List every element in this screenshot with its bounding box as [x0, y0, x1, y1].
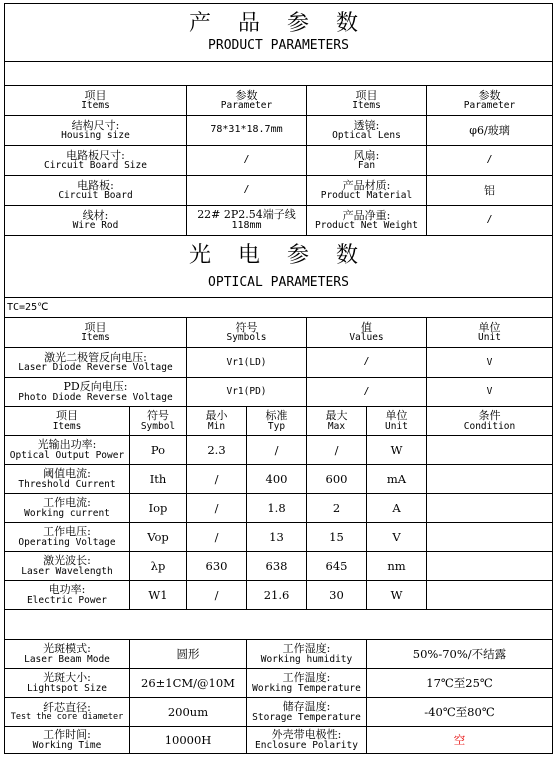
max-value: 600 [325, 471, 348, 486]
table-row [5, 669, 552, 698]
unit-value: A [392, 500, 401, 515]
header-zh: 项目 [56, 409, 78, 423]
item-label-zh: 储存温度: [282, 700, 331, 714]
symbol-value: λp [150, 558, 166, 573]
header-zh: 标准 [265, 409, 288, 423]
item-value: -40℃至80℃ [424, 704, 495, 719]
item-label-en: Photo Diode Reverse Voltage [18, 391, 173, 403]
item-label-en: Working Temperature [252, 682, 361, 694]
header-zh: 符号 [147, 409, 169, 423]
item-value: / [363, 385, 370, 397]
header-en: Values [349, 332, 384, 344]
item-label-en: Working current [24, 507, 110, 519]
item-value: / [243, 184, 250, 196]
item-label-en: Operating Voltage [18, 536, 116, 548]
table-row [5, 206, 552, 236]
typ-value: 13 [269, 529, 284, 544]
unit-value: W [390, 587, 403, 602]
header-zh: 单位 [385, 409, 408, 423]
min-value: / [214, 471, 219, 486]
max-value: / [334, 442, 339, 457]
product-title-block [5, 4, 552, 62]
header-zh: 项目 [84, 88, 107, 102]
header-zh: 最小 [205, 409, 228, 423]
item-label-en: Housing size [61, 130, 130, 142]
symbol-value: W1 [148, 587, 168, 602]
tc-note-row [5, 298, 552, 318]
header-en: Condition [463, 420, 516, 432]
header-en: Min [207, 420, 226, 432]
spacer-row [5, 62, 552, 86]
table-row [5, 640, 552, 669]
table-row [5, 348, 552, 378]
symbol-value: Po [150, 442, 166, 457]
condition-cell [427, 494, 552, 522]
item-label-en: Fan [357, 160, 376, 172]
item-value: 78*31*18.7mm [210, 124, 283, 136]
item-label-en: Electric Power [26, 594, 108, 606]
item-label-zh: 透镜: [353, 118, 380, 132]
product-header-row [5, 86, 552, 116]
tc-note: TC=25℃ [7, 302, 49, 313]
item-label-en: Storage Temperature [252, 711, 361, 723]
product-title-en: PRODUCT PARAMETERS [208, 38, 349, 54]
item-value: / [486, 154, 493, 166]
item-label-zh: 产品材质: [342, 178, 391, 192]
symbol-value: Vop [147, 529, 169, 544]
header-en: Max [327, 420, 346, 432]
max-value: 30 [329, 587, 344, 602]
item-label-zh: 电功率: [48, 583, 86, 597]
condition-cell [427, 436, 552, 464]
item-label-zh: 电路板尺寸: [66, 148, 125, 162]
item-label-zh: 激光二极管反向电压: [44, 350, 147, 364]
item-value: 圆形 [176, 646, 200, 661]
max-value: 15 [329, 529, 344, 544]
header-zh: 参数 [478, 88, 501, 102]
item-label-zh: PD反向电压: [63, 380, 128, 394]
symbol-value: Vr1(PD) [226, 386, 267, 398]
symbol-value: Vr1(LD) [226, 356, 267, 368]
condition-cell [427, 523, 552, 551]
header-zh: 值 [361, 320, 372, 334]
item-value: / [486, 214, 493, 226]
product-title-zh: 产 品 参 数 [189, 11, 368, 37]
header-zh: 项目 [355, 88, 378, 102]
header-en: Symbol [140, 420, 176, 432]
typ-value: 1.8 [267, 500, 286, 515]
item-label-zh: 光斑模式: [43, 642, 91, 656]
item-label-en: Test the core diameter [10, 712, 124, 723]
item-label-zh: 工作温度: [282, 671, 331, 685]
spec-header-row [5, 407, 552, 436]
item-label-zh: 工作湿度: [282, 642, 331, 656]
item-label-en: Laser Beam Mode [24, 653, 110, 665]
item-label-zh: 纤芯直径: [43, 700, 91, 714]
item-label-en: Lightspot Size [26, 682, 108, 694]
header-zh: 条件 [478, 409, 501, 423]
header-en: Items [352, 100, 381, 112]
max-value: 2 [332, 500, 341, 515]
condition-cell [427, 465, 552, 493]
typ-value: 400 [265, 471, 288, 486]
item-label-zh: 外壳带电极性: [271, 728, 342, 742]
table-row [5, 698, 552, 727]
table-row [5, 581, 552, 610]
item-label-zh: 工作电流: [43, 496, 91, 510]
item-label-zh: 产品净重: [342, 208, 391, 222]
table-row [5, 436, 552, 465]
item-label-zh: 光斑大小: [43, 671, 91, 685]
header-en: Items [52, 420, 82, 432]
item-label-en: Laser Diode Reverse Voltage [18, 362, 173, 374]
typ-value: 21.6 [263, 587, 290, 602]
table-row [5, 116, 552, 146]
header-en: Items [81, 100, 110, 112]
item-label-zh: 阈值电流: [43, 467, 91, 481]
optical-title-zh: 光 电 参 数 [189, 242, 368, 268]
header-en: Typ [267, 420, 286, 432]
max-value: 645 [325, 558, 348, 573]
optical-title-en: OPTICAL PARAMETERS [208, 274, 349, 290]
table-row [5, 523, 552, 552]
item-value: φ6/玻璃 [469, 123, 510, 137]
symbol-value: Iop [148, 500, 168, 515]
header-en: Unit [478, 332, 501, 344]
item-label-zh: 线材: [82, 208, 109, 222]
item-label-en: Circuit Board [58, 190, 133, 202]
item-label-zh: 工作时间: [43, 728, 91, 742]
table-row [5, 378, 552, 407]
table-row [5, 176, 552, 206]
header-en: Symbols [226, 332, 267, 344]
unit-value: V [486, 356, 493, 368]
unit-value: V [392, 529, 401, 544]
unit-value: mA [386, 471, 407, 486]
item-label-zh: 工作电压: [43, 525, 91, 539]
condition-cell [427, 552, 552, 580]
item-value: / [363, 356, 370, 368]
item-label-en: Wire Rod [72, 220, 119, 232]
item-value: / [243, 154, 250, 166]
table-row [5, 494, 552, 523]
item-label-en: Threshold Current [18, 478, 116, 490]
parameter-sheet [4, 3, 553, 754]
typ-value: / [274, 442, 279, 457]
item-value: 17℃至25℃ [426, 675, 493, 690]
item-label-en: Laser Wavelength [21, 565, 113, 577]
header-zh: 最大 [325, 409, 348, 423]
item-label-en: Product Material [320, 190, 413, 202]
item-label-en: Enclosure Polarity [255, 739, 358, 751]
item-label-en: Circuit Board Size [44, 160, 147, 172]
unit-value: W [390, 442, 403, 457]
item-value: 26±1CM/@10M [141, 675, 235, 690]
unit-value: nm [387, 558, 406, 573]
min-value: 2.3 [207, 442, 226, 457]
header-en: Parameter [463, 100, 516, 112]
optical-title-block [5, 236, 552, 298]
item-label-zh: 电路板: [77, 178, 114, 192]
table-row [5, 465, 552, 494]
item-label-zh: 激光波长: [43, 554, 91, 568]
min-value: 630 [205, 558, 228, 573]
typ-value: 638 [265, 558, 288, 573]
min-value: / [214, 587, 219, 602]
item-label-zh: 光输出功率: [37, 438, 97, 452]
item-label-en: Working Time [32, 739, 102, 751]
item-value: 200um [167, 704, 209, 719]
header-zh: 参数 [235, 88, 258, 102]
header-en: Parameter [220, 100, 273, 112]
min-value: / [214, 529, 219, 544]
item-label-en: Product Net Weight [315, 220, 418, 232]
unit-value: V [486, 386, 493, 398]
item-value: 10000H [164, 732, 212, 747]
optical-header-row [5, 318, 552, 348]
item-label-zh: 风扇: [353, 148, 380, 162]
spacer-row [5, 610, 552, 640]
item-value: 空 [453, 732, 466, 747]
table-row [5, 552, 552, 581]
header-en: Unit [385, 420, 408, 432]
item-label-zh: 结构尺寸: [71, 118, 120, 132]
condition-cell [427, 581, 552, 609]
item-label-en: Optical Lens [332, 130, 401, 142]
header-zh: 项目 [84, 320, 107, 334]
item-value: 50%-70%/不结露 [412, 646, 507, 661]
item-value: 22# 2P2.54端子线 [197, 208, 296, 222]
header-zh: 单位 [478, 320, 501, 334]
min-value: / [214, 500, 219, 515]
table-row [5, 727, 552, 753]
item-label-en: Working humidity [260, 653, 353, 665]
symbol-value: Ith [149, 471, 167, 486]
item-value-line2: 118mm [231, 220, 262, 232]
item-label-en: Optical Output Power [9, 449, 125, 461]
header-en: Items [81, 332, 110, 344]
table-row [5, 146, 552, 176]
item-value: 铝 [484, 183, 495, 197]
header-zh: 符号 [235, 320, 258, 334]
